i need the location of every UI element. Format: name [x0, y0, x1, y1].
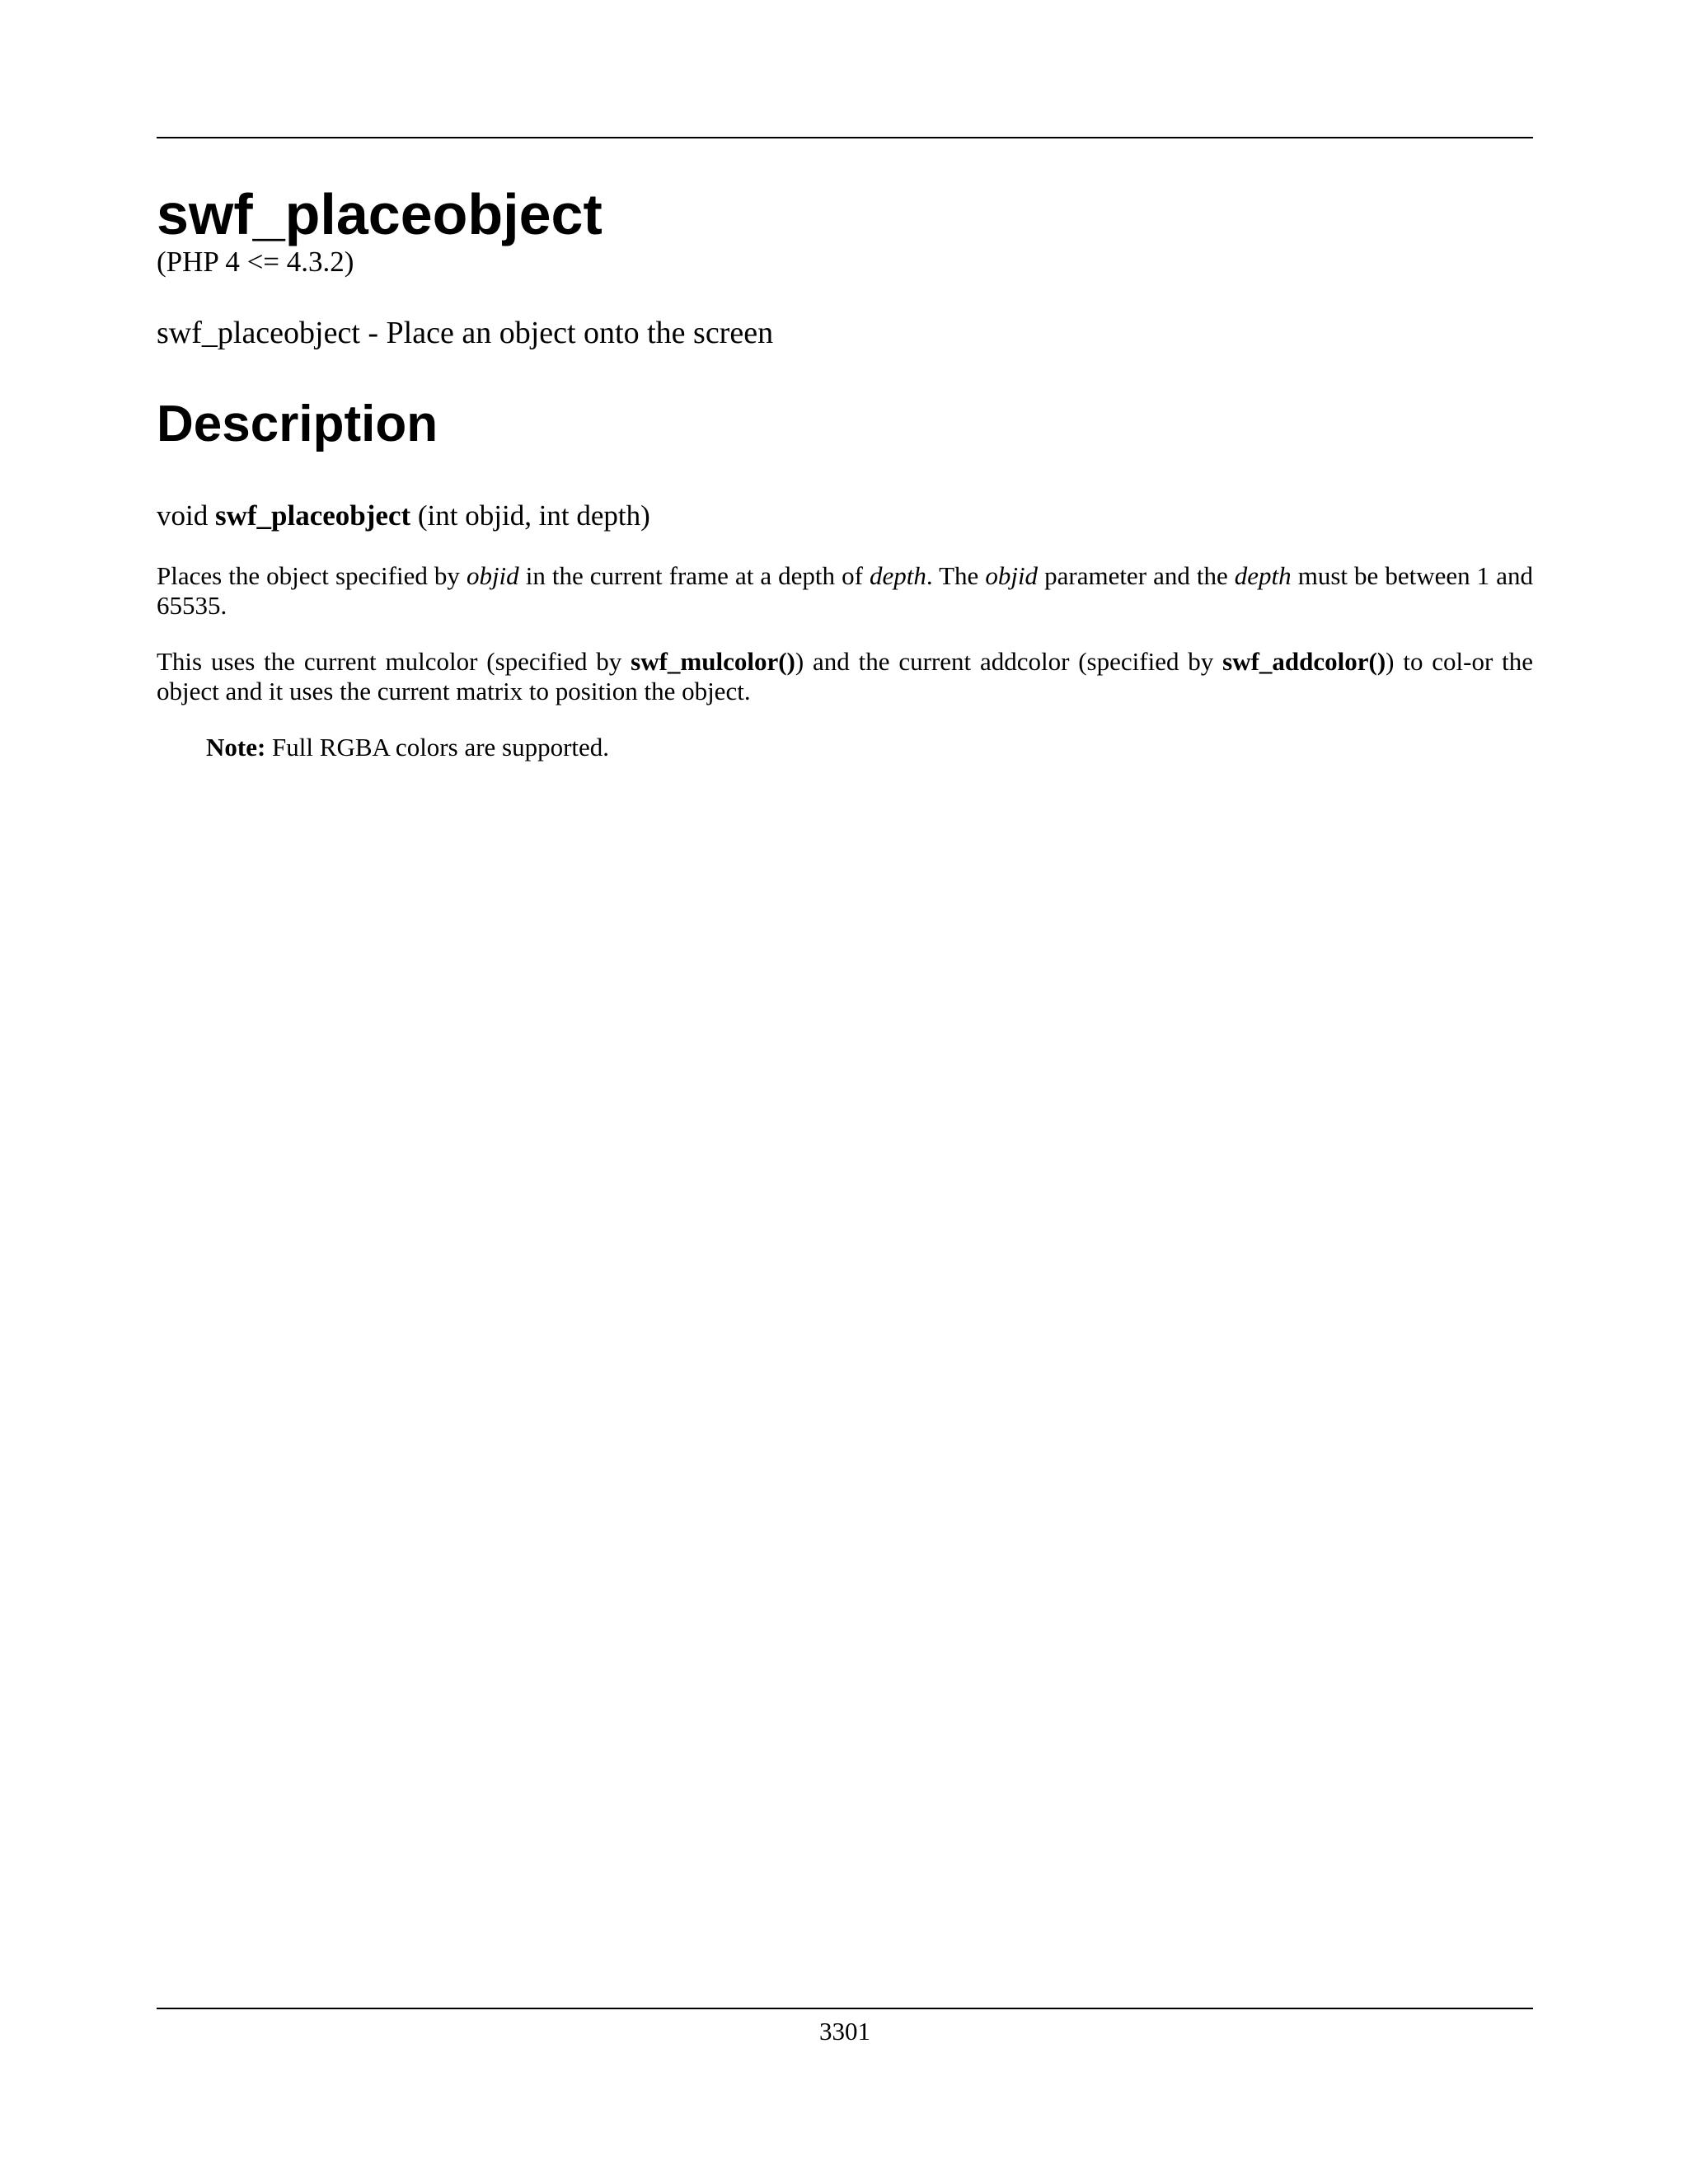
- synopsis-params: (int objid, int depth): [417, 499, 650, 532]
- text-run: ) and the current addcolor (specified by: [795, 647, 1223, 677]
- text-run: This uses the current mulcolor (specified by: [157, 647, 631, 677]
- note-block: [206, 733, 1533, 762]
- page-content: [157, 183, 1533, 762]
- note-text: Full RGBA colors are supported.: [265, 733, 610, 762]
- synopsis-return-type: void: [157, 499, 209, 532]
- synopsis-function-name: swf_placeobject: [214, 499, 411, 532]
- text-run: parameter and the: [1038, 561, 1235, 591]
- param-depth: depth: [1234, 561, 1292, 591]
- section-heading-description: Description: [157, 396, 438, 453]
- footer-rule: [157, 2008, 1533, 2009]
- text-run: . The: [926, 561, 986, 591]
- text-run: in the current frame at a depth of: [518, 561, 870, 591]
- text-run: must be between 1 and 65535.: [157, 561, 1533, 621]
- page-number: 3301: [819, 2017, 870, 2046]
- note-label: Note:: [206, 733, 266, 762]
- param-objid: objid: [466, 561, 519, 591]
- page-title: swf_placeobject: [157, 182, 603, 246]
- function-ref-swf-addcolor[interactable]: swf_addcolor(): [1222, 647, 1386, 677]
- description-paragraph-2: [157, 647, 1533, 706]
- function-purpose: swf_placeobject - Place an object onto the screen: [157, 315, 774, 350]
- text-run: Places the object specified by: [157, 561, 467, 591]
- version-info: (PHP 4 <= 4.3.2): [157, 246, 354, 278]
- description-paragraph-1: [157, 561, 1533, 621]
- text-run: ) to col-or the object and it uses the current matrix to position the object.: [157, 647, 1534, 706]
- param-depth: depth: [869, 561, 926, 591]
- param-objid: objid: [985, 561, 1039, 591]
- header-rule: [157, 137, 1533, 138]
- function-ref-swf-mulcolor[interactable]: swf_mulcolor(): [631, 647, 795, 677]
- function-synopsis: [157, 499, 1533, 533]
